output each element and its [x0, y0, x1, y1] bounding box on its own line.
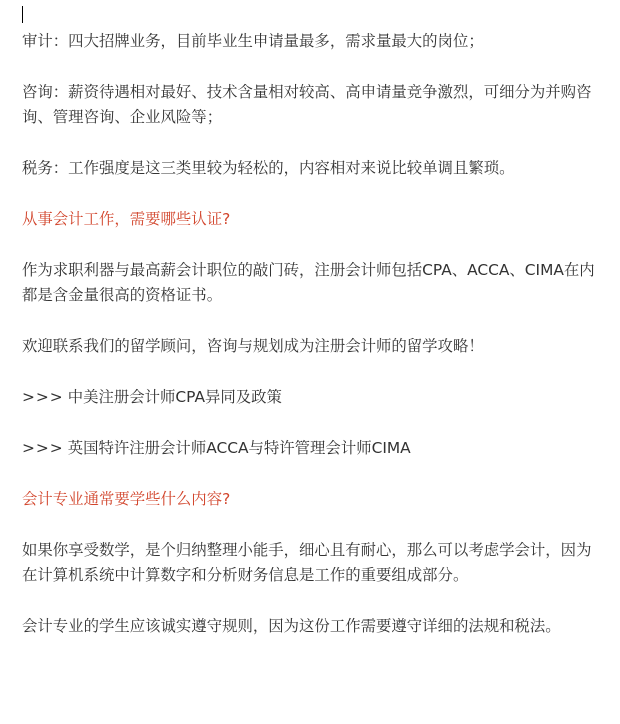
article-body [22, 29, 606, 665]
heading-certification: 从事会计工作，需要哪些认证? [22, 210, 231, 228]
paragraph-contact: 欢迎联系我们的留学顾问，咨询与规划成为注册会计师的留学攻略！ [22, 337, 484, 355]
paragraph-audit: 审计：四大招牌业务，目前毕业生申请量最多，需求量最大的岗位； [22, 32, 484, 50]
link-cpa[interactable] [22, 385, 606, 410]
link-cpa-label: 中美注册会计师CPA异同及政策 [67, 388, 282, 406]
link-arrows: >>> [22, 439, 64, 457]
paragraph-curriculum-intro: 如果你享受数学，是个归纳整理小能手，细心且有耐心，那么可以考虑学会计，因为在计算机系统中计算数字和分析财务信息是工作的重要组成部分。 [22, 541, 592, 584]
link-acca-cima-label: 英国特许注册会计师ACCA与特许管理会计师CIMA [67, 439, 411, 457]
link-acca-cima[interactable] [22, 436, 606, 461]
link-arrows: >>> [22, 388, 64, 406]
paragraph-tax: 税务：工作强度是这三类里较为轻松的，内容相对来说比较单调且繁琐。 [22, 159, 515, 177]
paragraph-consulting: 咨询：薪资待遇相对最好、技术含量相对较高、高申请量竞争激烈，可细分为并购咨询、管理咨询、企业风险等； [22, 83, 592, 126]
paragraph-honesty: 会计专业的学生应该诚实遵守规则，因为这份工作需要遵守详细的法规和税法。 [22, 617, 561, 635]
paragraph-cert-intro: 作为求职利器与最高薪会计职位的敲门砖，注册会计师包括CPA、ACCA、CIMA在内都是含金量很高的资格证书。 [22, 261, 595, 304]
heading-curriculum: 会计专业通常要学些什么内容? [22, 490, 231, 508]
text-cursor [22, 6, 23, 23]
